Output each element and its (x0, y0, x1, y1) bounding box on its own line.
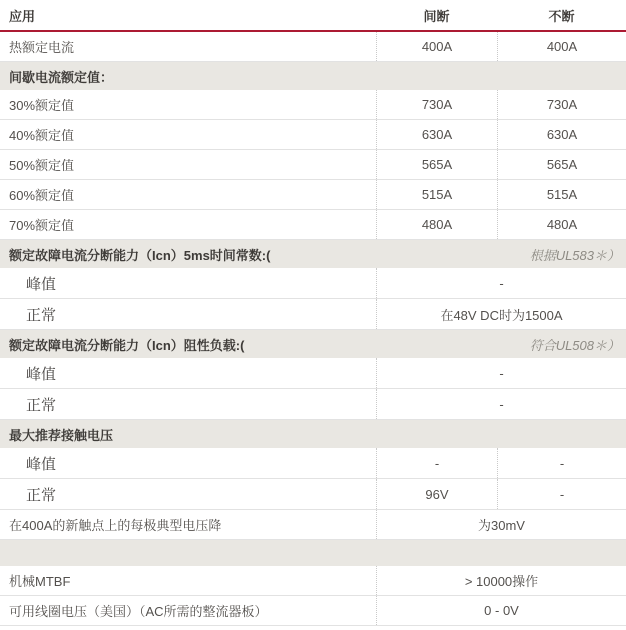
table-row (0, 479, 626, 510)
table-row (0, 566, 626, 596)
row-label: 40%额定值 (9, 128, 75, 143)
cell-value-span: - (376, 268, 626, 298)
section-label: 间歇电流额定值： (9, 69, 114, 85)
cell-value: 480A (497, 210, 626, 239)
table-row (0, 210, 626, 240)
cell-value: 630A (376, 120, 497, 149)
section-label: 额定故障电流分断能力（Icn）阻性负载:( (9, 337, 245, 353)
row-label: 50%额定值 (9, 158, 75, 173)
table-row (0, 358, 626, 389)
section-header-row (0, 240, 626, 268)
column-header-intermittent: 间断 (423, 8, 450, 24)
row-label: 热额定电流 (9, 40, 75, 55)
row-label: 30%额定值 (9, 98, 75, 113)
cell-value: - (497, 479, 626, 509)
section-label: 额定故障电流分断能力（Icn）5ms时间常数:( (9, 247, 271, 263)
section-header-row (0, 420, 626, 448)
standard-note: 符合UL508＊） (529, 337, 620, 353)
cell-value: 730A (376, 90, 497, 119)
section-header-row (0, 330, 626, 358)
row-label: 峰值 (26, 275, 57, 293)
cell-value-span: 0 - 0V (376, 596, 626, 625)
cell-value: 96V (376, 479, 497, 509)
table-row (0, 448, 626, 479)
row-label: 峰值 (26, 455, 57, 473)
table-row (0, 510, 626, 540)
row-label: 峰值 (26, 365, 57, 383)
cell-value: 565A (376, 150, 497, 179)
table-row (0, 150, 626, 180)
column-header-application: 应用 (9, 8, 36, 24)
table-row (0, 90, 626, 120)
cell-value: 565A (497, 150, 626, 179)
standard-note: 根据UL583＊） (529, 247, 620, 263)
cell-value-span: 为30mV (376, 510, 626, 539)
row-label: 正常 (26, 486, 57, 504)
cell-value: - (497, 448, 626, 478)
cell-value: 730A (497, 90, 626, 119)
cell-value: 630A (497, 120, 626, 149)
column-header-continuous: 不断 (548, 8, 575, 24)
row-label: 正常 (26, 306, 57, 324)
row-label: 机械MTBF (9, 574, 71, 589)
cell-value-span: > 10000操作 (376, 566, 626, 595)
cell-value-span: - (376, 358, 626, 388)
table-row (0, 389, 626, 420)
table-row (0, 32, 626, 62)
row-label: 可用线圈电压（美国）（AC所需的整流器板） (9, 604, 268, 619)
cell-value-span: 在48V DC时为1500A (376, 299, 626, 329)
section-header-row (0, 540, 626, 566)
cell-value-span: - (376, 389, 626, 419)
row-label: 60%额定值 (9, 188, 75, 203)
cell-value: 400A (376, 32, 497, 61)
table-header-row (0, 0, 626, 32)
table-row (0, 596, 626, 626)
table-row (0, 180, 626, 210)
cell-value: - (376, 448, 497, 478)
cell-value: 400A (497, 32, 626, 61)
cell-value: 515A (376, 180, 497, 209)
section-label: 最大推荐接触电压 (9, 427, 114, 443)
table-row (0, 299, 626, 330)
row-label: 在400A的新触点上的每极典型电压降 (9, 518, 222, 533)
table-row (0, 268, 626, 299)
section-header-row (0, 62, 626, 90)
cell-value: 480A (376, 210, 497, 239)
table-row (0, 120, 626, 150)
row-label: 正常 (26, 396, 57, 414)
row-label: 70%额定值 (9, 218, 75, 233)
cell-value: 515A (497, 180, 626, 209)
table-body (0, 32, 626, 626)
